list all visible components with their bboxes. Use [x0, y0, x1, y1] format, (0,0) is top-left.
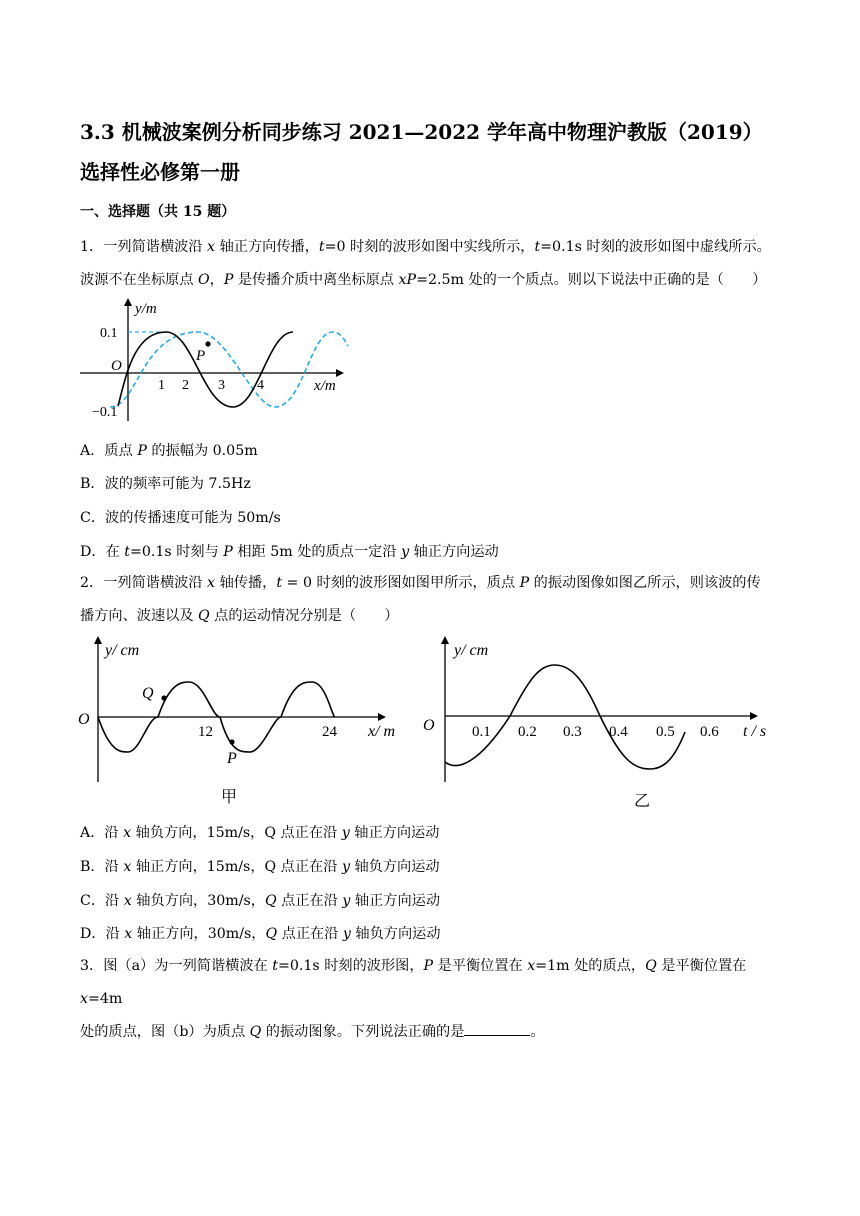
- solid-waveform: [118, 332, 293, 407]
- point-q-dot: [161, 695, 166, 700]
- svg-text:3: 3: [218, 378, 225, 393]
- question-2-option-b[interactable]: B．沿 x 轴正方向，15m/s，Q 点正在沿 y 轴负方向运动: [80, 859, 440, 875]
- svg-text:0.1: 0.1: [472, 724, 491, 740]
- question-1-option-a[interactable]: A．质点 P 的振幅为 0.05m: [80, 443, 258, 459]
- svg-text:O: O: [111, 358, 122, 374]
- question-2-figure-yi: [420, 632, 780, 810]
- svg-text:2: 2: [182, 378, 189, 393]
- svg-text:24: 24: [322, 724, 337, 740]
- svg-text:x/m: x/m: [314, 378, 336, 394]
- svg-text:12: 12: [198, 724, 213, 740]
- svg-text:甲: 甲: [221, 789, 238, 806]
- svg-text:O: O: [78, 711, 90, 728]
- question-2-figure-jia: [78, 632, 418, 807]
- svg-text:t / s: t / s: [743, 723, 767, 740]
- question-2-option-a[interactable]: A．沿 x 轴负方向，15m/s，Q 点正在沿 y 轴正方向运动: [80, 825, 440, 841]
- document-title: [80, 112, 800, 192]
- svg-text:0.1: 0.1: [100, 326, 118, 341]
- svg-text:O: O: [423, 717, 435, 734]
- question-2-option-d[interactable]: D．沿 x 轴正方向，30m/s，Q 点正在沿 y 轴负方向运动: [80, 926, 441, 942]
- question-1-option-c[interactable]: C．波的传播速度可能为 50m/s: [80, 510, 281, 526]
- title-line-1: 3.3 机械波案例分析同步练习 2021—2022 学年高中物理沪教版（2019）: [80, 120, 763, 144]
- svg-text:y/ cm: y/ cm: [105, 642, 140, 659]
- section-heading: 一、选择题（共 15 题）: [80, 204, 236, 220]
- svg-text:1: 1: [158, 378, 165, 393]
- svg-text:P: P: [227, 750, 237, 767]
- svg-text:y/m: y/m: [135, 301, 157, 317]
- svg-text:乙: 乙: [634, 793, 651, 810]
- svg-text:−0.1: −0.1: [92, 405, 118, 420]
- dashed-waveform: [110, 332, 348, 407]
- question-2-stem: 2．一列简谐横波沿 x 轴传播，t = 0 时刻的波形图如图甲所示，质点 P 的振动图像如图乙所示，则该波的传 播方向、波速以及 Q 点的运动情况分别是（ ）: [80, 575, 761, 624]
- question-1-option-d[interactable]: D．在 t=0.1s 时刻与 P 相距 5m 处的质点一定沿 y 轴正方向运动: [80, 544, 499, 560]
- svg-text:0.4: 0.4: [609, 724, 628, 740]
- vibration-yi-curve: [445, 665, 685, 769]
- question-3-stem: 3．图（a）为一列简谐横波在 t=0.1s 时刻的波形图，P 是平衡位置在 x=1m 处的质点，Q 是平衡位置在 x=4m 处的质点，图（b）为质点 Q 的振动图象。下列说法正确的是 。: [80, 958, 747, 1040]
- question-1-option-b[interactable]: B．波的频率可能为 7.5Hz: [80, 476, 251, 492]
- point-p-dot: [205, 341, 210, 346]
- question-2-option-c[interactable]: C．沿 x 轴负方向，30m/s，Q 点正在沿 y 轴正方向运动: [80, 893, 441, 909]
- svg-text:0.6: 0.6: [700, 724, 719, 740]
- svg-text:0.2: 0.2: [518, 724, 537, 740]
- svg-text:4: 4: [257, 378, 264, 393]
- answer-blank[interactable]: [464, 1021, 530, 1036]
- svg-text:0.3: 0.3: [563, 724, 582, 740]
- svg-text:Q: Q: [142, 685, 154, 702]
- title-line-2: 选择性必修第一册: [80, 160, 240, 184]
- svg-text:P: P: [196, 348, 206, 364]
- point-p-dot: [229, 739, 234, 744]
- question-1-stem: 1．一列简谐横波沿 x 轴正方向传播，t=0 时刻的波形如图中实线所示，t=0.1s 时刻的波形如图中虚线所示。 波源不在坐标原点 O，P 是传播介质中离坐标原点 xP=2.5m 处的一个质点。则以下说法中正确的是（ ）: [80, 239, 771, 288]
- svg-text:0.5: 0.5: [656, 724, 675, 740]
- svg-text:y/ cm: y/ cm: [454, 642, 489, 659]
- question-1-wave-figure: [78, 296, 348, 424]
- svg-text:x/ m: x/ m: [368, 723, 396, 740]
